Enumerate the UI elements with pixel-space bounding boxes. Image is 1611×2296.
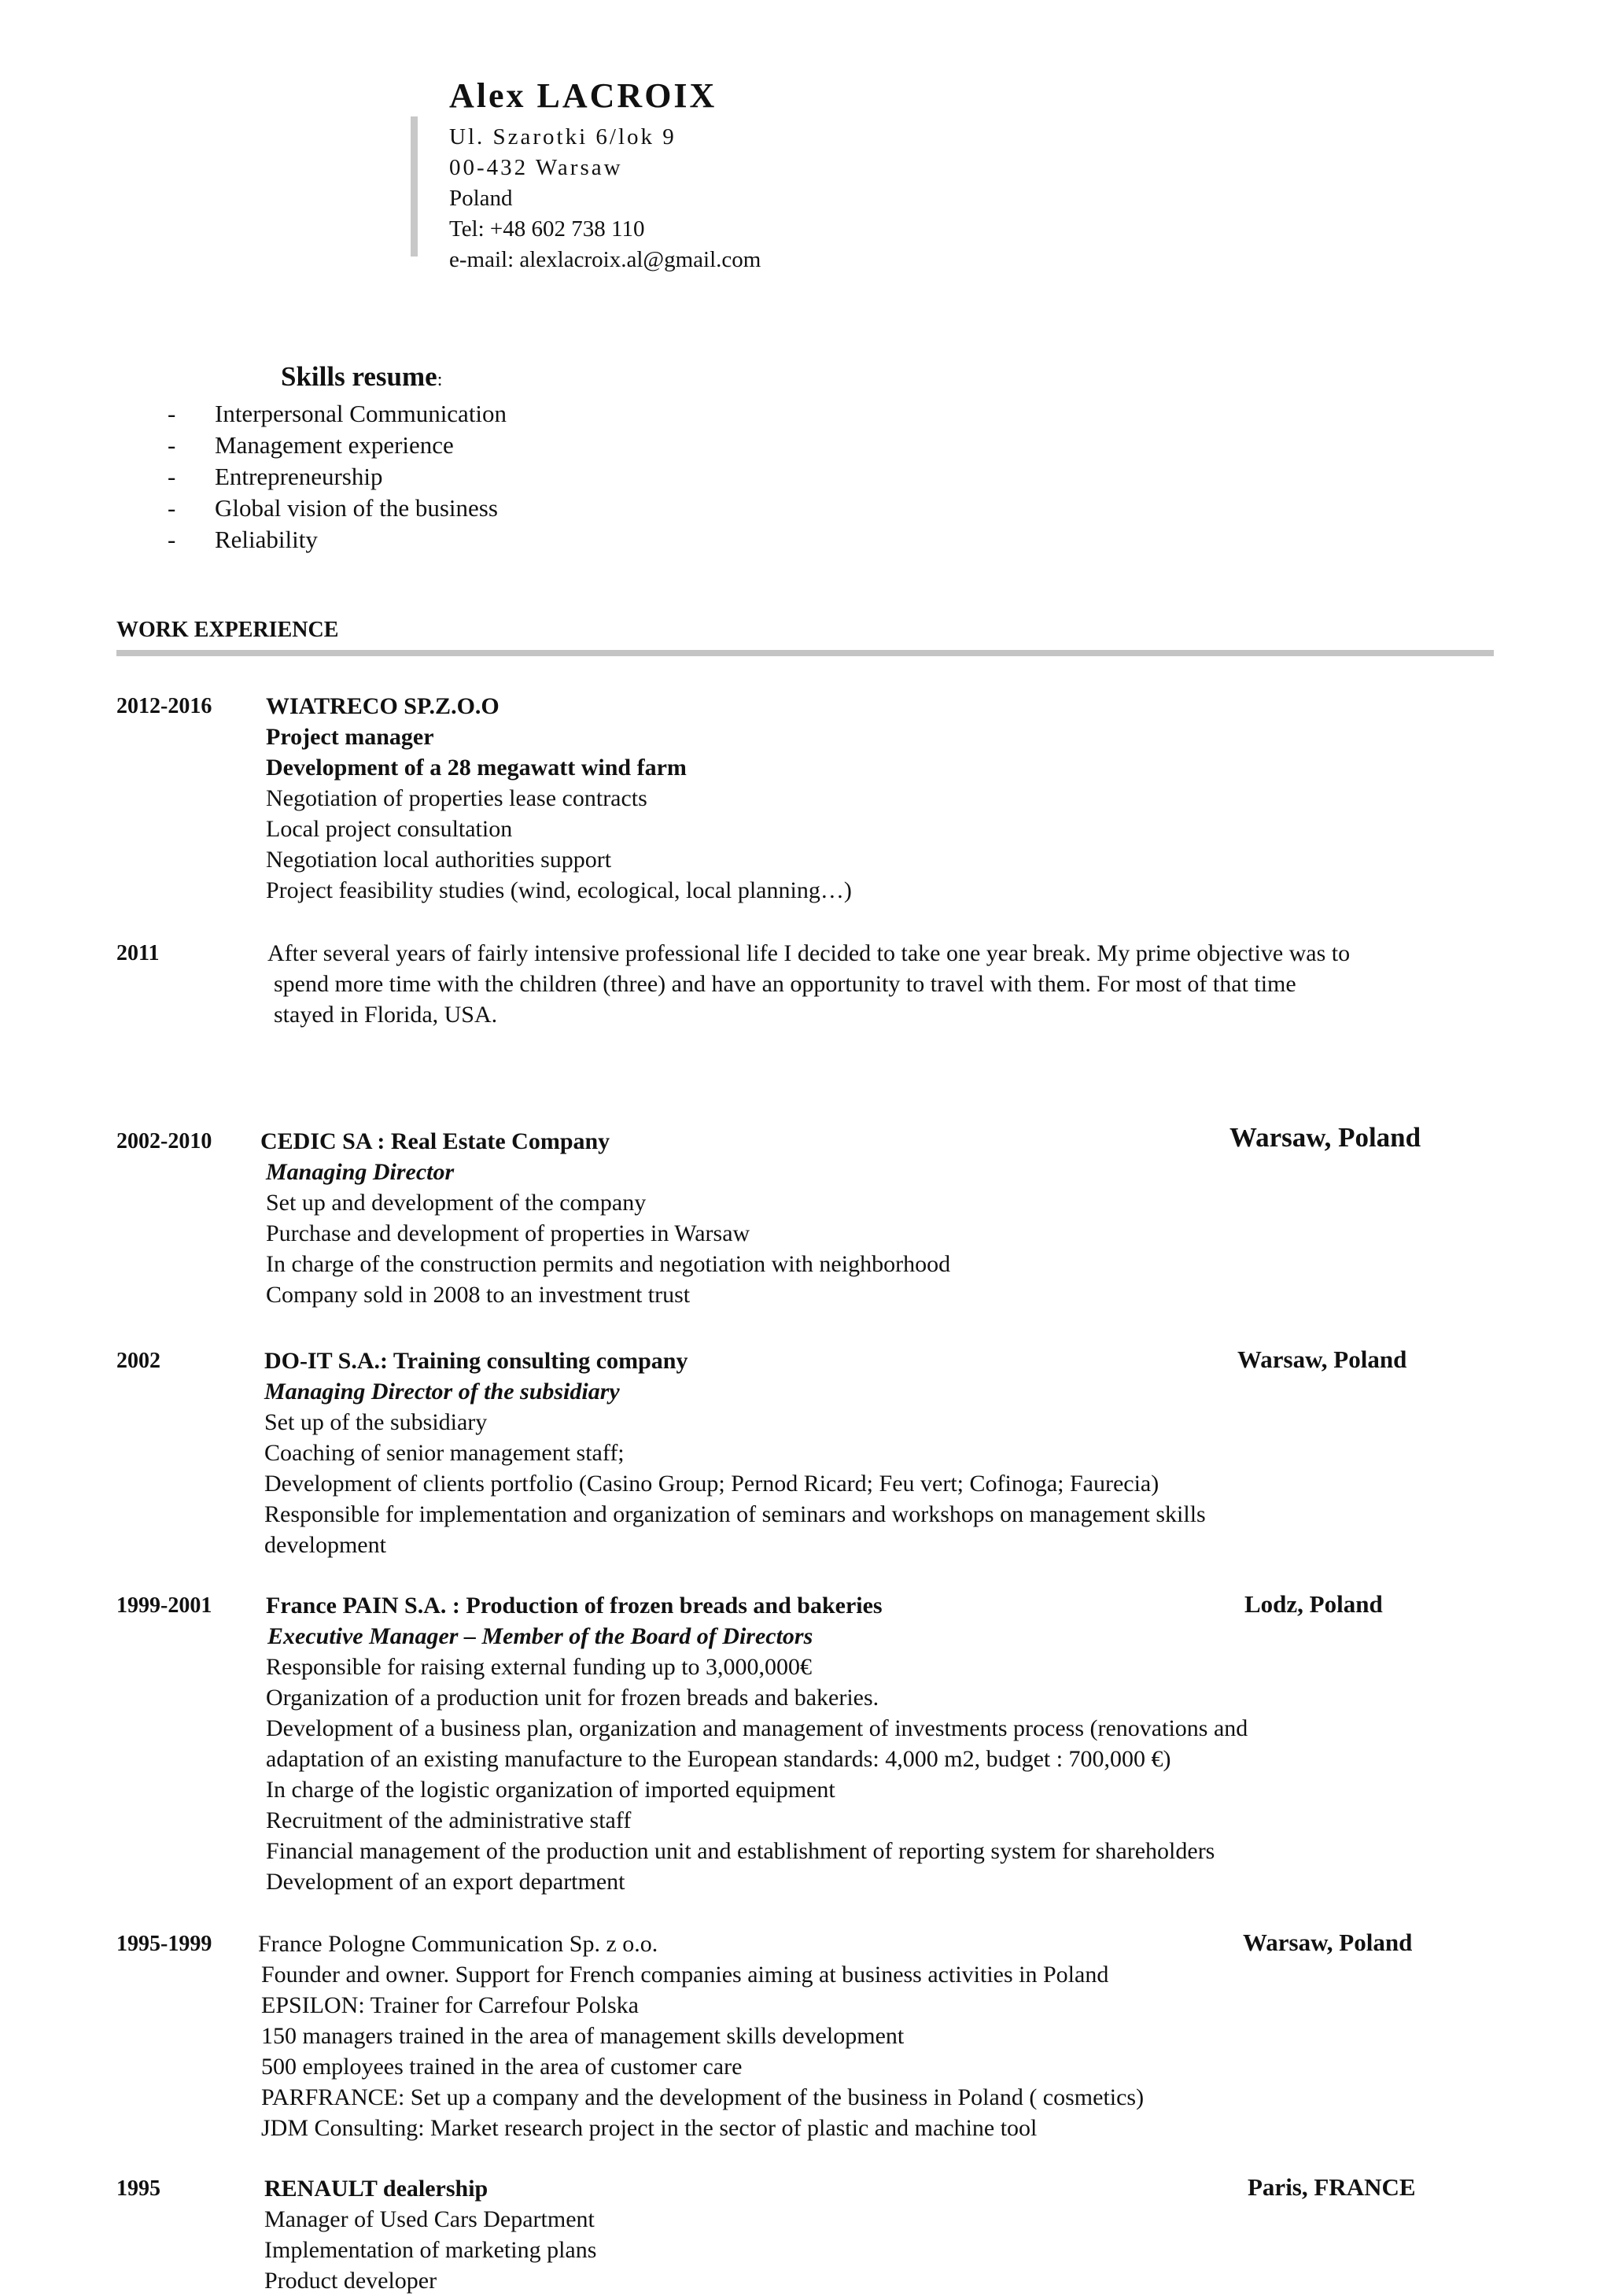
skills-list [168, 398, 507, 556]
company-name: France Pologne Communication Sp. z o.o. [258, 1931, 658, 1957]
duty-line: Negotiation of properties lease contracts [266, 785, 647, 811]
duty-line: Responsible for raising external funding up to 3,000,000€ [266, 1654, 813, 1680]
list-item: - Interpersonal Communication [168, 400, 507, 427]
paragraph-line: After several years of fairly intensive professional life I decided to take one year break. My prime objective was to [267, 940, 1351, 966]
job-years: 2011 [116, 941, 160, 965]
job-years: 2012-2016 [116, 694, 212, 718]
paragraph-line: spend more time with the children (three) and have an opportunity to travel with them. For most of that time [274, 971, 1296, 997]
duty-line: Development of clients portfolio (Casino Group; Pernod Ricard; Feu vert; Cofinoga; Faurecia) [264, 1471, 1159, 1497]
job-entry [266, 1590, 1248, 1897]
job-location: Warsaw, Poland [1243, 1929, 1413, 1956]
job-title: Managing Director [266, 1159, 455, 1185]
list-item: - Entrepreneurship [168, 463, 383, 490]
job-location: Warsaw, Poland [1229, 1122, 1421, 1153]
company-name: France PAIN S.A. : Production of frozen breads and bakeries [266, 1593, 883, 1619]
break-paragraph [267, 938, 1350, 1030]
job-entry [260, 1126, 950, 1310]
duty-line: adaptation of an existing manufacture to the European standards: 4,000 m2, budget : 700,000 €) [266, 1746, 1171, 1772]
duty-line: In charge of the logistic organization of imported equipment [266, 1777, 835, 1803]
duty-line: EPSILON: Trainer for Carrefour Polska [261, 1992, 639, 2018]
job-location: Warsaw, Poland [1237, 1345, 1407, 1373]
job-title: Executive Manager – Member of the Board of Directors [267, 1623, 813, 1649]
duty-line: Recruitment of the administrative staff [266, 1807, 632, 1833]
duty-line: Negotiation local authorities support [266, 847, 612, 873]
job-entry [266, 691, 852, 906]
list-item: - Global vision of the business [168, 494, 498, 522]
work-experience-heading: WORK EXPERIENCE [116, 618, 339, 642]
job-entry [264, 1345, 1206, 1560]
duty-line: Set up and development of the company [266, 1190, 647, 1216]
city-address: 00-432 Warsaw [449, 155, 623, 180]
job-title: Project manager [266, 724, 434, 750]
list-item: - Reliability [168, 526, 318, 553]
skills-title: Skills resume [281, 361, 437, 392]
job-years: 1999-2001 [116, 1593, 212, 1618]
paragraph-line: stayed in Florida, USA. [274, 1002, 498, 1028]
job-entry [264, 2173, 596, 2296]
duty-line: Implementation of marketing plans [264, 2237, 597, 2263]
skills-colon: : [437, 370, 443, 390]
email: e-mail: alexlacroix.al@gmail.com [449, 247, 761, 272]
job-years: 2002 [116, 1349, 160, 1373]
company-name: RENAULT dealership [264, 2176, 488, 2202]
job-years: 1995-1999 [116, 1932, 212, 1956]
duty-line: Manager of Used Cars Department [264, 2206, 595, 2232]
job-years: 1995 [116, 2176, 160, 2201]
duty-line: Product developer [264, 2268, 437, 2294]
job-title: Managing Director of the subsidiary [264, 1379, 620, 1405]
company-name: WIATRECO SP.Z.O.O [266, 693, 500, 719]
candidate-name: Alex LACROIX [449, 76, 717, 115]
duty-line: PARFRANCE: Set up a company and the development of the business in Poland ( cosmetics) [261, 2084, 1145, 2110]
job-entry [258, 1929, 1144, 2143]
duty-line: development [264, 1532, 386, 1558]
phone: Tel: +48 602 738 110 [449, 216, 645, 242]
duty-line: Set up of the subsidiary [264, 1409, 488, 1435]
company-name: DO-IT S.A.: Training consulting company [264, 1348, 688, 1374]
duty-line: Founder and owner. Support for French companies aiming at business activities in Poland [261, 1962, 1109, 1988]
project-title: Development of a 28 megawatt wind farm [266, 755, 687, 781]
job-years: 2002-2010 [116, 1129, 212, 1154]
duty-line: Development of an export department [266, 1869, 625, 1895]
duty-line: JDM Consulting: Market research project in the sector of plastic and machine tool [261, 2115, 1038, 2141]
duty-line: 150 managers trained in the area of management skills development [261, 2023, 905, 2049]
duty-line: Project feasibility studies (wind, ecological, local planning…) [266, 877, 852, 903]
street-address: Ul. Szarotki 6/lok 9 [449, 124, 676, 149]
duty-line: Financial management of the production unit and establishment of reporting system for shareholders [266, 1838, 1215, 1864]
duty-line: Responsible for implementation and organization of seminars and workshops on management skills [264, 1501, 1206, 1527]
duty-line: Development of a business plan, organization and management of investments process (renovations and [266, 1715, 1248, 1741]
company-name: CEDIC SA : Real Estate Company [260, 1128, 610, 1154]
duty-line: Coaching of senior management staff; [264, 1440, 625, 1466]
country: Poland [449, 186, 513, 211]
duty-line: Purchase and development of properties in Warsaw [266, 1220, 750, 1246]
section-divider [116, 650, 1494, 656]
duty-line: In charge of the construction permits and negotiation with neighborhood [266, 1251, 951, 1277]
duty-line: Local project consultation [266, 816, 513, 842]
job-location: Lodz, Poland [1244, 1590, 1383, 1618]
duty-line: 500 employees trained in the area of customer care [261, 2054, 743, 2080]
skills-heading [281, 361, 442, 393]
job-location: Paris, FRANCE [1248, 2173, 1416, 2201]
duty-line: Company sold in 2008 to an investment trust [266, 1282, 691, 1308]
contact-block [449, 122, 761, 275]
header-accent-bar [411, 116, 418, 257]
list-item: - Management experience [168, 431, 454, 459]
duty-line: Organization of a production unit for frozen breads and bakeries. [266, 1685, 879, 1711]
